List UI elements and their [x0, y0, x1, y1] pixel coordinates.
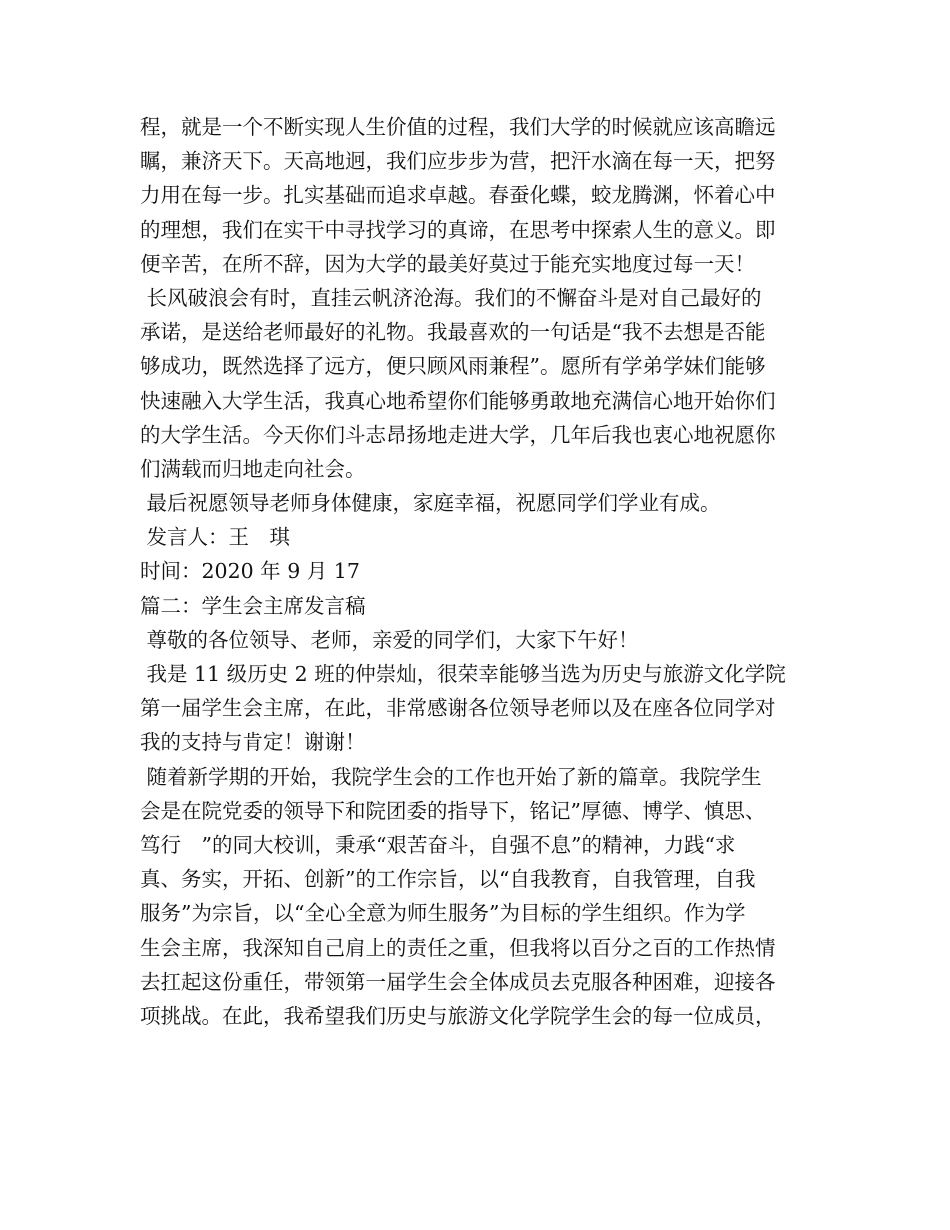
- document-body: [140, 110, 820, 1033]
- date-line: 时间：2020 年 9 月 17: [140, 559, 360, 584]
- text-line: 笃行 ”的同大校训，秉承“艰苦奋斗，自强不息”的精神，力践“求: [140, 832, 736, 857]
- text-line: 够成功，既然选择了远方，便只顾风雨兼程”。愿所有学弟学妹们能够: [140, 354, 766, 379]
- text-line: 服务”为宗旨，以“全心全意为师生服务”为目标的学生组织。作为学: [140, 901, 746, 926]
- text-line: 项挑战。在此，我希望我们历史与旅游文化学院学生会的每一位成员，: [140, 1003, 776, 1028]
- text-line: 我的支持与肯定！谢谢！: [140, 730, 366, 755]
- text-line: 会是在院党委的领导下和院团委的指导下，铭记”厚德、博学、慎思、: [140, 798, 766, 823]
- text-line: 的理想，我们在实干中寻找学习的真谛，在思考中探索人生的意义。即: [140, 217, 776, 242]
- text-line: 的大学生活。今天你们斗志昂扬地走进大学，几年后我也衷心地祝愿你: [140, 422, 776, 447]
- text-line: 承诺，是送给老师最好的礼物。我最喜欢的一句话是“我不去想是否能: [140, 320, 766, 345]
- section-heading: 篇二：学生会主席发言稿: [140, 593, 366, 618]
- text-line: 第一届学生会主席，在此，非常感谢各位领导老师以及在座各位同学对: [140, 696, 776, 721]
- text-line: 生会主席，我深知自己肩上的责任之重，但我将以百分之百的工作热情: [140, 935, 776, 960]
- speaker-line: 发言人：王 琪: [140, 525, 291, 550]
- text-line: 快速融入大学生活，我真心地希望你们能够勇敢地充满信心地开始你们: [140, 388, 776, 413]
- text-line: 程，就是一个不断实现人生价值的过程，我们大学的时候就应该高瞻远: [140, 115, 776, 139]
- text-line: 真、务实，开拓、创新”的工作宗旨，以“自我教育，自我管理，自我: [140, 867, 756, 892]
- greeting-line: 尊敬的各位领导、老师，亲爱的同学们，大家下午好！: [140, 627, 639, 652]
- text-line: 便辛苦，在所不辞，因为大学的最美好莫过于能充实地度过每一天！: [140, 251, 755, 276]
- text-line: 瞩，兼济天下。天高地迥，我们应步步为营，把汗水滴在每一天，把努: [140, 149, 776, 174]
- paragraph-start-line: 长风破浪会有时，直挂云帆济沧海。我们的不懈奋斗是对自己最好的: [140, 285, 762, 310]
- paragraph-start-line: 我是 11 级历史 2 班的仲崇灿，很荣幸能够当选为历史与旅游文化学院: [140, 662, 786, 686]
- text-line: 们满载而归地走向社会。: [140, 456, 366, 481]
- paragraph-start-line: 随着新学期的开始，我院学生会的工作也开始了新的篇章。我院学生: [140, 764, 762, 789]
- text-line: 去扛起这份重任，带领第一届学生会全体成员去克服各种困难，迎接各: [140, 969, 776, 994]
- text-line: 力用在每一步。扎实基础而追求卓越。春蚕化蝶，蛟龙腾渊，怀着心中: [140, 183, 776, 208]
- closing-wish-line: 最后祝愿领导老师身体健康，家庭幸福，祝愿同学们学业有成。: [140, 491, 721, 516]
